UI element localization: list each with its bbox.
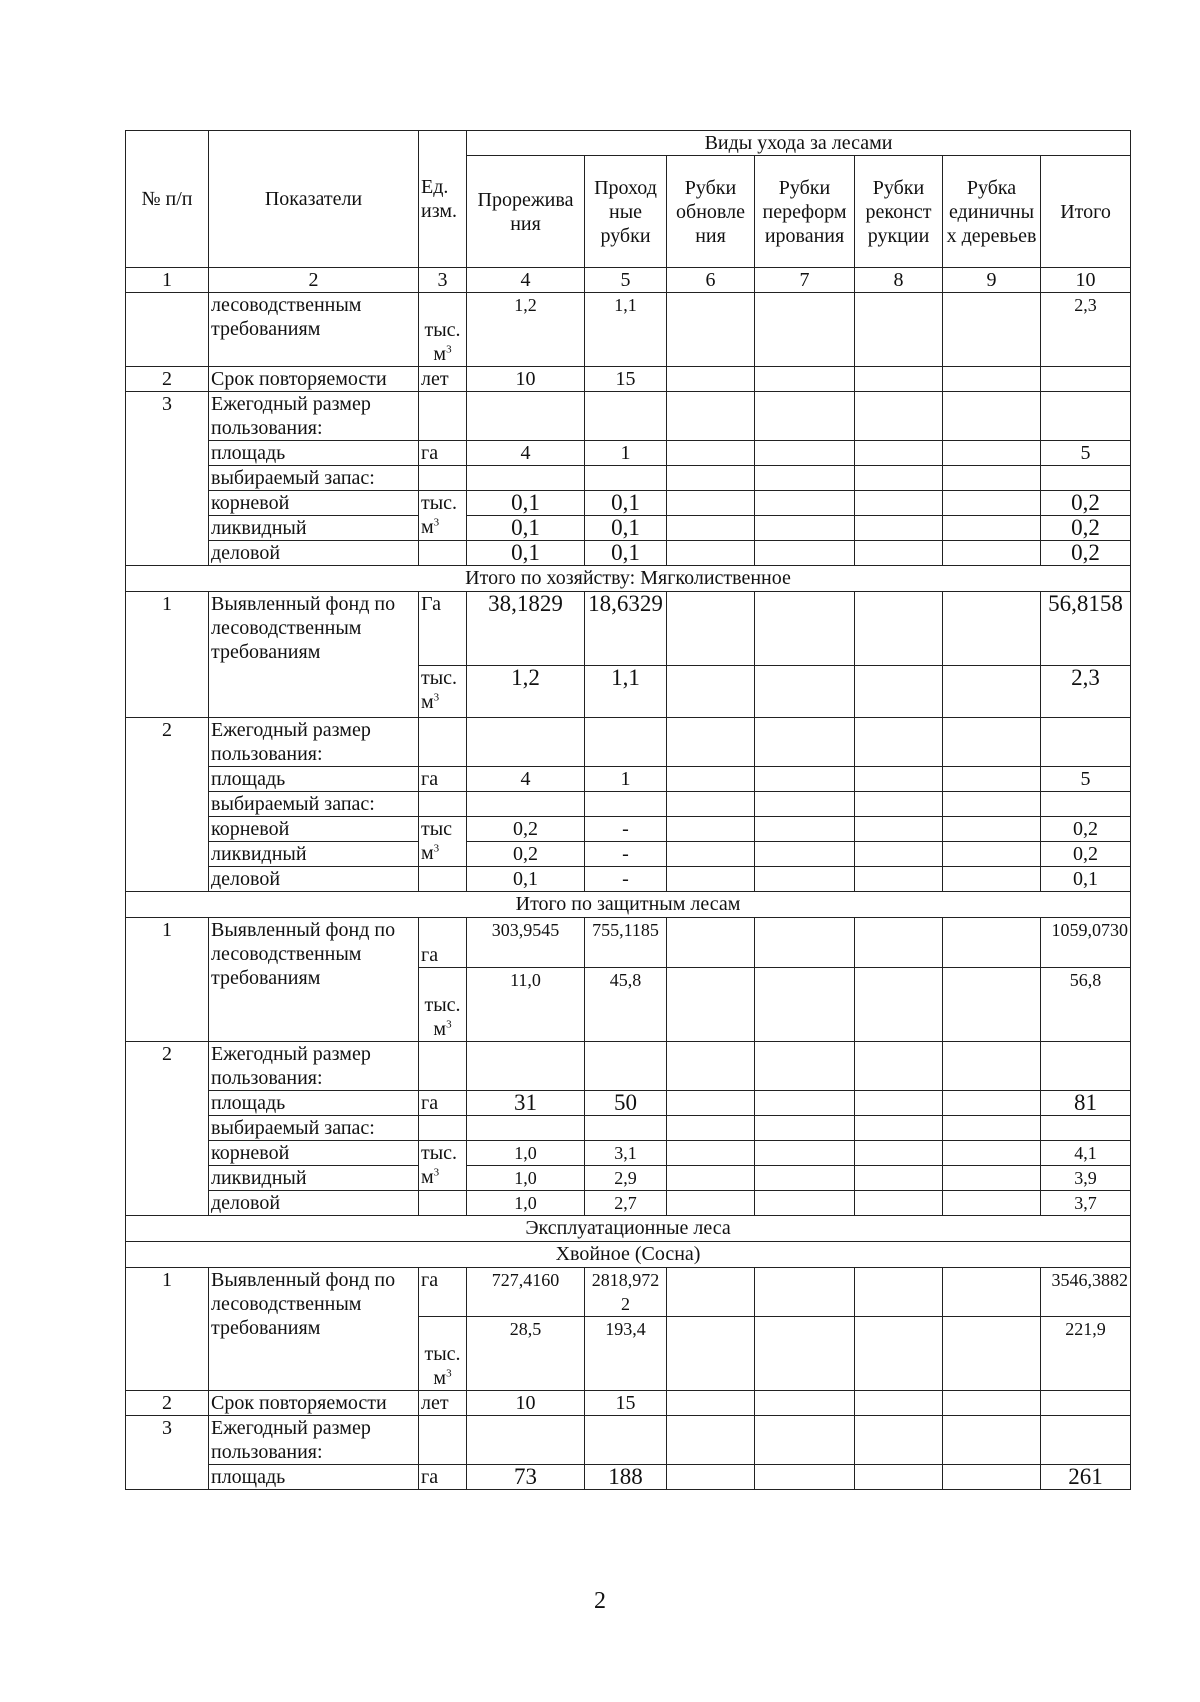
row-unit: га [419, 1465, 467, 1490]
row-unit: га [419, 918, 467, 968]
col-number: 1 [126, 268, 209, 293]
cell-value: 1,0 [467, 1141, 585, 1166]
row-label: деловой [209, 1191, 419, 1216]
cell-value: 73 [467, 1465, 585, 1490]
row-unit: га [419, 767, 467, 792]
header-col-total: Итого [1041, 156, 1131, 268]
row-label: корневой [209, 491, 419, 516]
cell-value: 11,0 [467, 968, 585, 1042]
section-title: Хвойное (Сосна) [126, 1242, 1131, 1268]
row-unit: Га [419, 592, 467, 666]
table-row [126, 718, 1131, 767]
cell-total: 0,1 [1041, 867, 1131, 892]
row-label: Выявленный фонд по лесоводственным требованиям [209, 1268, 419, 1391]
row-unit: тыс. $м^3$ [419, 1141, 467, 1191]
section-title: Эксплуатационные леса [126, 1216, 1131, 1242]
row-number: 2 [126, 1391, 209, 1416]
col-number: 10 [1041, 268, 1131, 293]
forest-care-table [125, 130, 1131, 1490]
row-number: 1 [126, 592, 209, 718]
cell-total: 2,3 [1041, 293, 1131, 367]
table-row [126, 1141, 1131, 1166]
cell-total: 261 [1041, 1465, 1131, 1490]
table-row [126, 466, 1131, 491]
table-row [126, 1391, 1131, 1416]
section-row [126, 892, 1131, 918]
table-row [126, 441, 1131, 466]
col-number: 4 [467, 268, 585, 293]
table-row [126, 1091, 1131, 1116]
cell-total: 0,2 [1041, 491, 1131, 516]
row-label: ликвидный [209, 516, 419, 541]
row-label: выбираемый запас: [209, 792, 419, 817]
row-label: площадь [209, 767, 419, 792]
row-label: Выявленный фонд по лесоводственным требованиям [209, 592, 419, 718]
row-number: 2 [126, 718, 209, 892]
header-row [126, 131, 1131, 156]
cell-value: 0,1 [467, 867, 585, 892]
row-label: Срок повторяемости [209, 1391, 419, 1416]
row-unit: тыс. $м^3$ [419, 666, 467, 718]
cell-total: 4,1 [1041, 1141, 1131, 1166]
cell-value: 15 [585, 1391, 667, 1416]
table-row [126, 592, 1131, 666]
table-row [126, 541, 1131, 566]
cell-value: - [585, 867, 667, 892]
document-page [125, 130, 1130, 1490]
table-row [126, 867, 1131, 892]
cell-total: 5 [1041, 441, 1131, 466]
row-label: лесоводственным требованиям [209, 293, 419, 367]
cell-total: 0,2 [1041, 541, 1131, 566]
row-label: Ежегодный размер пользования: [209, 1416, 419, 1465]
row-number: 3 [126, 1416, 209, 1490]
col-number: 8 [855, 268, 943, 293]
cell-value: 727,4160 [467, 1268, 585, 1317]
cell-value: 31 [467, 1091, 585, 1116]
table-row [126, 367, 1131, 392]
cell-value: 3,1 [585, 1141, 667, 1166]
header-col-renewal: Рубки обновле ния [667, 156, 755, 268]
table-row [126, 1465, 1131, 1490]
cell-total: 2,3 [1041, 666, 1131, 718]
cell-value: 0,1 [585, 541, 667, 566]
cell-value: 1,1 [585, 666, 667, 718]
table-row [126, 293, 1131, 367]
cell-value: 0,2 [467, 842, 585, 867]
cell-total: 3546,3882 [1041, 1268, 1131, 1317]
cell-total: 0,2 [1041, 516, 1131, 541]
row-label: Срок повторяемости [209, 367, 419, 392]
cell-value: 10 [467, 1391, 585, 1416]
table-row [126, 817, 1131, 842]
row-label: ликвидный [209, 842, 419, 867]
table-row [126, 792, 1131, 817]
header-group-title: Виды ухода за лесами [467, 131, 1131, 156]
table-row [126, 1268, 1131, 1317]
col-number: 2 [209, 268, 419, 293]
col-number: 5 [585, 268, 667, 293]
cell-total: 5 [1041, 767, 1131, 792]
row-number: 1 [126, 918, 209, 1042]
cell-total: 0,2 [1041, 842, 1131, 867]
cell-value: 1,2 [467, 293, 585, 367]
row-number: 3 [126, 392, 209, 566]
row-unit: тыс. $м^3$ [419, 968, 467, 1042]
row-number: 2 [126, 367, 209, 392]
cell-total: 3,9 [1041, 1166, 1131, 1191]
cell-total: 56,8 [1041, 968, 1131, 1042]
table-row [126, 1166, 1131, 1191]
cell-value: 755,1185 [585, 918, 667, 968]
section-row [126, 1216, 1131, 1242]
cell-value: 188 [585, 1465, 667, 1490]
row-label: корневой [209, 1141, 419, 1166]
section-title: Итого по защитным лесам [126, 892, 1131, 918]
row-unit: га [419, 1268, 467, 1317]
cell-total: 56,8158 [1041, 592, 1131, 666]
section-row [126, 1242, 1131, 1268]
cell-total: 0,2 [1041, 817, 1131, 842]
cell-value: 15 [585, 367, 667, 392]
table-row [126, 1042, 1131, 1091]
table-row [126, 1191, 1131, 1216]
row-label: Ежегодный размер пользования: [209, 1042, 419, 1091]
cell-value: 193,4 [585, 1317, 667, 1391]
row-label: Ежегодный размер пользования: [209, 718, 419, 767]
header-col-single-trees: Рубка единичны х деревьев [943, 156, 1041, 268]
row-label: деловой [209, 541, 419, 566]
table-row [126, 1116, 1131, 1141]
table-row [126, 767, 1131, 792]
cell-value: 1,0 [467, 1191, 585, 1216]
section-row [126, 566, 1131, 592]
row-unit: лет [419, 367, 467, 392]
section-title: Итого по хозяйству: Мягколиственное [126, 566, 1131, 592]
cell-total: 1059,0730 [1041, 918, 1131, 968]
cell-value: 4 [467, 767, 585, 792]
cell-value: 1,1 [585, 293, 667, 367]
row-label: выбираемый запас: [209, 466, 419, 491]
row-label: Ежегодный размер пользования: [209, 392, 419, 441]
row-label: корневой [209, 817, 419, 842]
page-number: 2 [594, 1588, 606, 1614]
row-unit: тыс. $м^3$ [419, 491, 467, 541]
cell-total: 3,7 [1041, 1191, 1131, 1216]
cell-value: 2,9 [585, 1166, 667, 1191]
cell-value: 2818,972 2 [585, 1268, 667, 1317]
cell-value: - [585, 817, 667, 842]
cell-value: 0,2 [467, 817, 585, 842]
cell-value: 1,0 [467, 1166, 585, 1191]
row-label: выбираемый запас: [209, 1116, 419, 1141]
row-number: 2 [126, 1042, 209, 1216]
cell-value: 1,2 [467, 666, 585, 718]
column-numbers-row [126, 268, 1131, 293]
cell-value: 0,1 [467, 516, 585, 541]
row-label: Выявленный фонд по лесоводственным требованиям [209, 918, 419, 1042]
row-label: площадь [209, 1091, 419, 1116]
header-col-passage: Проход ные рубки [585, 156, 667, 268]
row-label: деловой [209, 867, 419, 892]
table-row [126, 516, 1131, 541]
cell-value: 1 [585, 441, 667, 466]
cell-value: 0,1 [467, 541, 585, 566]
table-row [126, 491, 1131, 516]
cell-value: - [585, 842, 667, 867]
header-col-num: № п/п [126, 131, 209, 268]
table-row [126, 918, 1131, 968]
row-unit: тыс. $м^3$ [419, 293, 467, 367]
cell-value: 1 [585, 767, 667, 792]
cell-value: 0,1 [585, 516, 667, 541]
cell-total: 221,9 [1041, 1317, 1131, 1391]
cell-total: 81 [1041, 1091, 1131, 1116]
cell-value: 0,1 [585, 491, 667, 516]
col-number: 9 [943, 268, 1041, 293]
cell-value: 0,1 [467, 491, 585, 516]
col-number: 6 [667, 268, 755, 293]
cell-value: 45,8 [585, 968, 667, 1042]
col-number: 7 [755, 268, 855, 293]
row-unit: тыс. $м^3$ [419, 1317, 467, 1391]
row-unit: га [419, 1091, 467, 1116]
header-col-unit: Ед. изм. [419, 131, 467, 268]
row-label: площадь [209, 441, 419, 466]
cell-value: 50 [585, 1091, 667, 1116]
table-row [126, 1416, 1131, 1465]
header-col-reconstruction: Рубки реконст рукции [855, 156, 943, 268]
header-col-indicators: Показатели [209, 131, 419, 268]
row-label: ликвидный [209, 1166, 419, 1191]
col-number: 3 [419, 268, 467, 293]
header-col-reformation: Рубки переформ ирования [755, 156, 855, 268]
cell-value: 2,7 [585, 1191, 667, 1216]
row-unit: тыс $м^3$ [419, 817, 467, 867]
cell-value: 10 [467, 367, 585, 392]
header-col-thinning: Прорежива ния [467, 156, 585, 268]
table-row [126, 392, 1131, 441]
cell-value: 18,6329 [585, 592, 667, 666]
row-label: площадь [209, 1465, 419, 1490]
row-unit: га [419, 441, 467, 466]
row-number: 1 [126, 1268, 209, 1391]
cell-value: 28,5 [467, 1317, 585, 1391]
cell-value: 38,1829 [467, 592, 585, 666]
cell-value: 4 [467, 441, 585, 466]
table-row [126, 842, 1131, 867]
row-unit: лет [419, 1391, 467, 1416]
cell-value: 303,9545 [467, 918, 585, 968]
